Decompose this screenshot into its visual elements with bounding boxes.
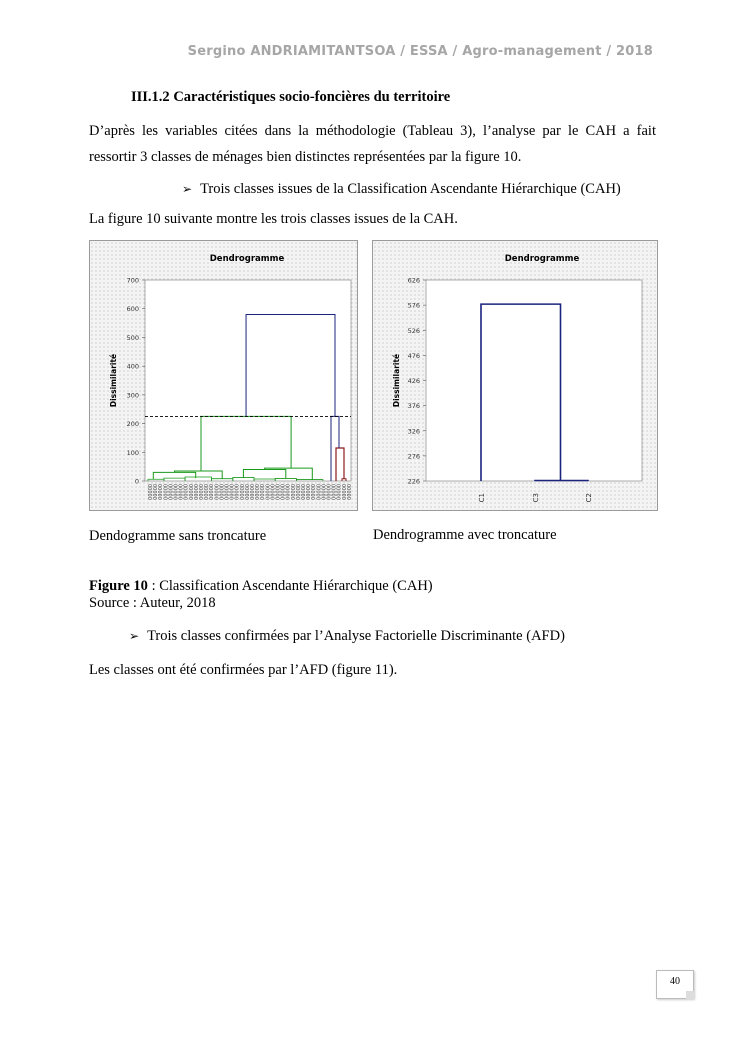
y-tick-label: 0	[134, 477, 139, 486]
leaf-label-mark: 00000	[186, 484, 193, 500]
leaf-label-mark: 00000	[248, 484, 254, 500]
bullet-cah-text: Trois classes issues de la Classification Ascendante Hiérarchique (CAH)	[200, 181, 621, 197]
leaf-label-mark: 00000	[299, 484, 305, 500]
leaf-label-mark: 00000	[329, 484, 336, 500]
leaf-label-mark: 00000	[217, 484, 224, 500]
figure-caption	[89, 578, 433, 612]
leaf-label-mark: 00000	[278, 484, 285, 500]
leaf-label-mark: 00000	[253, 484, 260, 500]
y-tick-label: 426	[407, 377, 420, 385]
leaf-label-mark: 00000	[258, 484, 265, 500]
y-tick-label: 626	[407, 276, 420, 285]
y-tick-label: 500	[126, 333, 139, 342]
chart-title: Dendrogramme	[504, 254, 580, 264]
leaf-label-mark: 00000	[324, 484, 331, 500]
arrow-bullet-icon: ➢	[182, 182, 193, 196]
leaf-label-mark: 00000	[161, 484, 168, 500]
leaf-label-mark: 00000	[344, 484, 351, 500]
caption-truncated-dendrogram: Dendrogramme avec troncature	[373, 527, 557, 543]
bullet-afd	[129, 628, 565, 645]
dendrogram-truncated-chart	[372, 240, 658, 511]
paragraph-figure-intro: La figure 10 suivante montre les trois classes issues de la CAH.	[89, 211, 458, 227]
leaf-label-mark: 00000	[309, 484, 316, 500]
y-axis-label: Dissimilarité	[392, 353, 401, 408]
leaf-label-mark: 00000	[191, 484, 198, 500]
leaf-label-mark: 00000	[304, 484, 311, 500]
leaf-label-mark: 00000	[207, 484, 214, 500]
leaf-label-mark: 00000	[334, 484, 341, 500]
y-tick-label: 700	[126, 276, 139, 285]
paragraph-afd: Les classes ont été confirmées par l’AFD (figure 11).	[89, 662, 398, 678]
leaf-label-mark: 00000	[293, 484, 300, 500]
leaf-label-mark: 00000	[263, 484, 270, 500]
leaf-label-mark: 00000	[227, 484, 234, 500]
leaf-label-mark: 00000	[273, 484, 280, 500]
y-axis-label: Dissimilarité	[109, 353, 118, 408]
sub-merge-c3-c2	[535, 480, 588, 481]
y-tick-label: 300	[126, 391, 139, 400]
y-tick-label: 576	[407, 301, 420, 310]
section-heading	[131, 89, 450, 106]
leaf-label-mark: 00000	[319, 484, 326, 500]
dendrogram-full-chart	[89, 240, 358, 511]
y-tick-label: 600	[126, 305, 139, 314]
paragraph-intro: D’après les variables citées dans la méthodologie (Tableau 3), l’analyse par le CAH a fait ressortir 3 classes de ménages bien distinctes représentées par la figure 10.	[89, 123, 656, 165]
y-tick-label: 476	[407, 351, 420, 360]
caption-full-dendrogram: Dendogramme sans troncature	[89, 528, 267, 544]
leaf-label-mark: 00000	[237, 484, 244, 500]
y-tick-label: 526	[407, 326, 420, 335]
x-category-label: C2	[585, 493, 593, 503]
chart-title: Dendrogramme	[209, 254, 285, 264]
leaf-label-mark: 00000	[222, 484, 229, 500]
figure-caption-text: : Classification Ascendante Hiérarchique (CAH)	[147, 578, 433, 594]
dendrogram-truncated-svg	[373, 241, 657, 510]
leaf-label-mark: 00000	[146, 484, 152, 500]
x-category-label: C1	[478, 493, 486, 503]
y-tick-label: 326	[407, 427, 420, 436]
y-tick-label: 376	[407, 402, 420, 411]
y-tick-label: 226	[407, 477, 420, 486]
leaf-label-mark: 00000	[283, 484, 290, 500]
leaf-label-mark: 00000	[288, 484, 295, 500]
leaf-label-mark: 00000	[181, 484, 188, 500]
leaf-label-mark: 00000	[151, 484, 158, 500]
bullet-afd-text: Trois classes confirmées par l’Analyse Factorielle Discriminante (AFD)	[147, 628, 565, 644]
plot-area	[426, 280, 642, 481]
section-number: III.1.2	[131, 89, 170, 105]
plot-area	[145, 280, 351, 481]
leaf-label-mark: 00000	[339, 484, 346, 500]
leaf-label-mark: 00000	[242, 484, 249, 500]
leaf-label-mark: 00000	[202, 484, 209, 500]
figure-label: Figure 10	[89, 578, 148, 594]
leaf-label-mark: 00000	[314, 484, 321, 500]
running-header: Sergino ANDRIAMITANTSOA / ESSA / Agro-management / 2018	[187, 44, 653, 59]
y-tick-label: 200	[126, 420, 139, 429]
y-tick-label: 100	[126, 448, 139, 457]
y-tick-label: 400	[126, 362, 139, 371]
leaf-label-mark: 00000	[176, 484, 183, 500]
figure-source: Source : Auteur, 2018	[89, 595, 216, 611]
leaf-label-mark: 00000	[166, 484, 173, 500]
x-category-label: C3	[532, 493, 540, 503]
leaf-label-mark: 00000	[197, 484, 203, 500]
y-tick-label: 276	[407, 452, 420, 461]
leaf-label-mark: 00000	[171, 484, 178, 500]
arrow-bullet-icon: ➢	[129, 629, 140, 643]
leaf-label-mark: 00000	[156, 484, 163, 500]
leaf-label-mark: 00000	[268, 484, 275, 500]
leaf-label-mark: 00000	[232, 484, 239, 500]
dendrogram-full-svg	[90, 241, 357, 510]
page-number: 40	[656, 970, 694, 999]
leaf-label-mark: 00000	[212, 484, 219, 500]
bullet-cah	[182, 181, 621, 198]
section-title: Caractéristiques socio-foncières du territoire	[173, 89, 451, 105]
